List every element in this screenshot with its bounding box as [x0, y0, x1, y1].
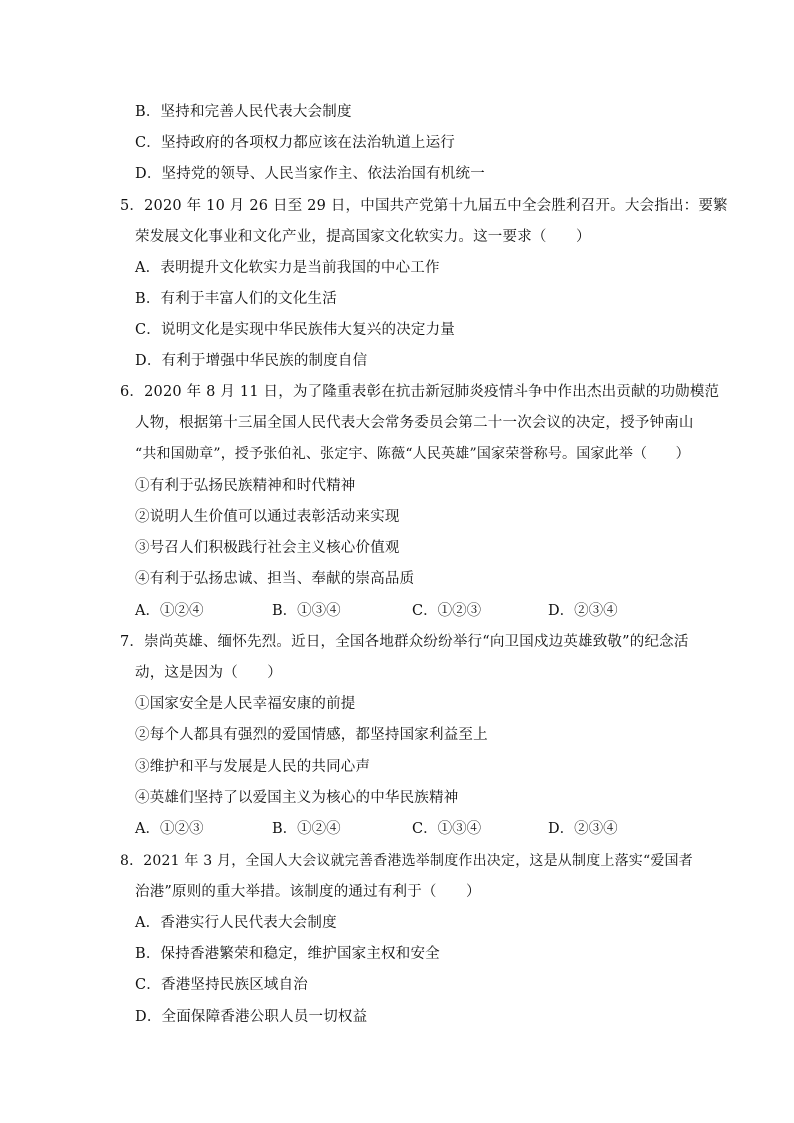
q4-option-d: D．坚持党的领导、人民当家作主、依法治国有机统一: [135, 166, 485, 182]
q7-choice-a: A．①②③: [135, 821, 204, 837]
q6-choice-d: D．②③④: [548, 603, 618, 619]
q7-stem-line-1: 7．崇尚英雄、缅怀先烈。近日，全国各地群众纷纷举行“向卫国戍边英雄致敬”的纪念活: [120, 634, 689, 650]
q6-stem-line-1: 6．2020 年 8 月 11 日，为了隆重表彰在抗击新冠肺炎疫情斗争中作出杰出贡献的功勋模范: [120, 384, 720, 400]
q7-choice-b: B．①②④: [272, 821, 341, 837]
q8-stem-line-2: 治港”原则的重大举措。该制度的通过有利于（ ）: [135, 884, 481, 900]
q4-option-b: B．坚持和完善人民代表大会制度: [135, 104, 352, 120]
q8-stem-line-1: 8．2021 年 3 月，全国人大会议就完善香港选举制度作出决定，这是从制度上落实“爱国者: [120, 853, 693, 869]
q7-stem-line-2: 动，这是因为（ ）: [135, 665, 282, 681]
q5-stem-line-1: 5．2020 年 10 月 26 日至 29 日，中国共产党第十九届五中全会胜利召开。大会指出：要繁: [120, 198, 728, 214]
q7-statement-4: ④英雄们坚持了以爱国主义为核心的中华民族精神: [135, 790, 459, 806]
q7-choice-d: D．②③④: [548, 821, 618, 837]
q5-stem-line-2: 荣发展文化事业和文化产业，提高国家文化软实力。这一要求（ ）: [135, 229, 591, 245]
q8-option-a: A．香港实行人民代表大会制度: [135, 915, 337, 931]
q6-stem-line-2: 人物，根据第十三届全国人民代表大会常务委员会第二十一次会议的决定，授予钟南山: [135, 415, 694, 431]
q5-option-b: B．有利于丰富人们的文化生活: [135, 291, 337, 307]
q6-statement-2: ②说明人生价值可以通过表彰活动来实现: [135, 509, 400, 525]
q6-choice-b: B．①③④: [272, 603, 341, 619]
q6-stem-line-3: “共和国勋章”，授予张伯礼、张定宇、陈薇“人民英雄”国家荣誉称号。国家此举（ ）: [135, 446, 690, 462]
q5-option-d: D．有利于增强中华民族的制度自信: [135, 353, 368, 369]
q6-statement-4: ④有利于弘扬忠诚、担当、奉献的崇高品质: [135, 571, 415, 587]
q7-statement-2: ②每个人都具有强烈的爱国情感，都坚持国家利益至上: [135, 727, 488, 743]
q6-choice-c: C．①②③: [412, 603, 482, 619]
q8-option-b: B．保持香港繁荣和稳定，维护国家主权和安全: [135, 946, 440, 962]
q6-statement-3: ③号召人们积极践行社会主义核心价值观: [135, 540, 400, 556]
q8-option-d: D．全面保障香港公职人员一切权益: [135, 1009, 368, 1025]
q8-option-c: C．香港坚持民族区域自治: [135, 977, 308, 993]
q7-statement-3: ③维护和平与发展是人民的共同心声: [135, 759, 371, 775]
q4-option-c: C．坚持政府的各项权力都应该在法治轨道上运行: [135, 135, 455, 151]
q6-choice-a: A．①②④: [135, 603, 204, 619]
q5-option-a: A．表明提升文化软实力是当前我国的中心工作: [135, 260, 440, 276]
q7-statement-1: ①国家安全是人民幸福安康的前提: [135, 696, 356, 712]
q6-statement-1: ①有利于弘扬民族精神和时代精神: [135, 478, 356, 494]
q5-option-c: C．说明文化是实现中华民族伟大复兴的决定力量: [135, 322, 455, 338]
q7-choice-c: C．①③④: [412, 821, 482, 837]
